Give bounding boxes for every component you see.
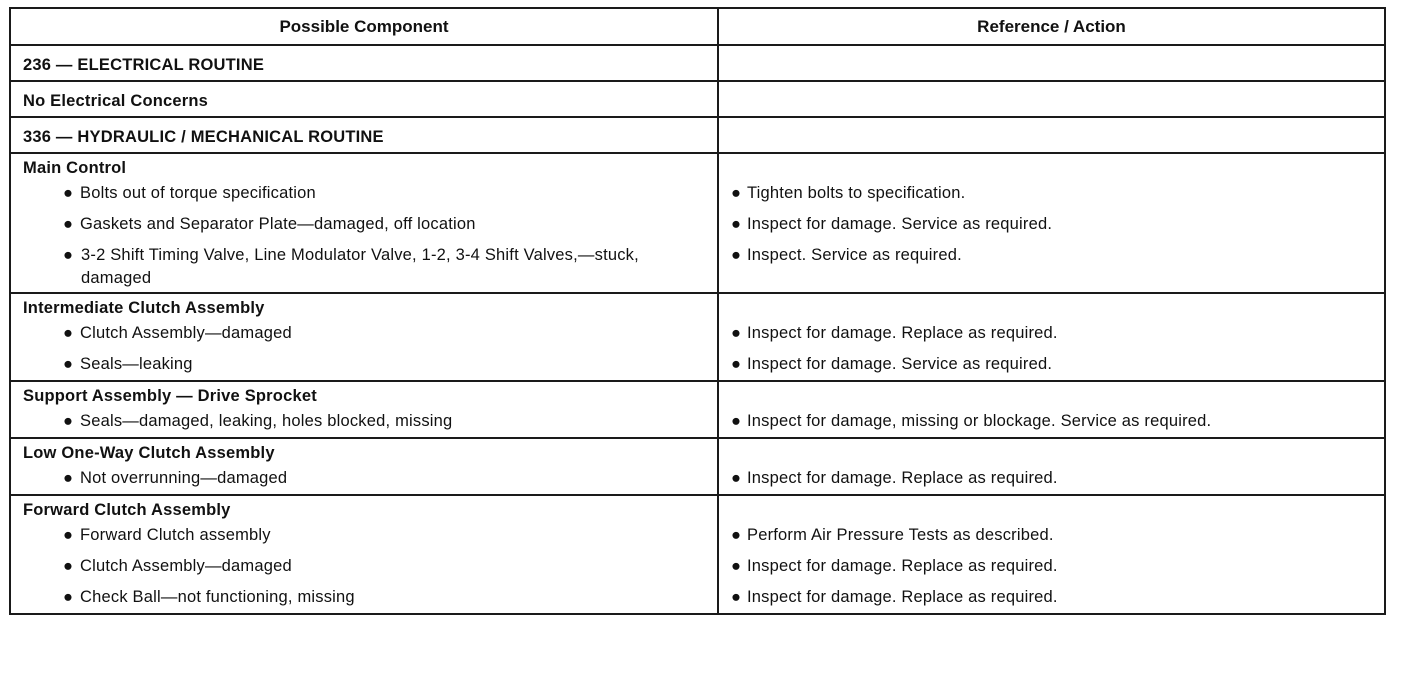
list-item: ● Clutch Assembly—damaged: [11, 318, 717, 349]
list-item: ● Clutch Assembly—damaged: [11, 551, 717, 582]
bullet-icon: ●: [63, 324, 74, 342]
action-item: ● Inspect for damage. Replace as required.: [719, 463, 1384, 494]
bullet-icon: ●: [731, 246, 742, 264]
section-title: Intermediate Clutch Assembly: [23, 299, 265, 317]
action-item: ● Inspect for damage. Service as required.: [719, 209, 1384, 240]
section-row-intermediate-clutch: [10, 293, 1385, 381]
bullet-icon: ●: [731, 324, 742, 342]
action-item: ● Inspect. Service as required.: [719, 240, 1384, 271]
section-title: Low One-Way Clutch Assembly: [23, 444, 275, 462]
bullet-icon: ●: [731, 355, 742, 373]
table-header-row: [10, 8, 1385, 45]
section-row-main-control: [10, 153, 1385, 293]
empty-cell: [718, 81, 1385, 117]
section-title: Forward Clutch Assembly: [23, 501, 231, 519]
list-item: ● Seals—leaking: [11, 349, 717, 380]
action-item: ● Inspect for damage. Replace as required.: [719, 551, 1384, 582]
bullet-icon: ●: [731, 526, 742, 544]
section-title: Support Assembly — Drive Sprocket: [23, 387, 317, 405]
action-item: ● Tighten bolts to specification.: [719, 178, 1384, 209]
empty-cell: [718, 45, 1385, 81]
empty-cell: [718, 117, 1385, 153]
action-item: ● Inspect for damage. Service as required.: [719, 349, 1384, 380]
section-row-low-one-way-clutch: [10, 438, 1385, 495]
routine-row: [10, 45, 1385, 81]
bullet-icon: ●: [731, 557, 742, 575]
routine-electrical: 236 — ELECTRICAL ROUTINE: [23, 56, 265, 74]
action-item: ● Perform Air Pressure Tests as described.: [719, 520, 1384, 551]
routine-row: [10, 117, 1385, 153]
header-reference-action: Reference / Action: [718, 8, 1385, 45]
section-row-support-assembly: [10, 381, 1385, 438]
section-title: Main Control: [23, 159, 127, 177]
bullet-icon: ●: [63, 557, 74, 575]
action-item: ● Inspect for damage. Replace as required.: [719, 582, 1384, 613]
bullet-icon: ●: [63, 469, 74, 487]
list-item: ● Not overrunning—damaged: [11, 463, 717, 494]
list-item: ● Forward Clutch assembly: [11, 520, 717, 551]
bullet-icon: ●: [63, 588, 74, 606]
bullet-icon: ●: [731, 412, 742, 430]
header-possible-component: Possible Component: [10, 8, 718, 45]
routine-row: [10, 81, 1385, 117]
list-item: ● Seals—damaged, leaking, holes blocked, missing: [11, 406, 717, 437]
bullet-icon: ●: [63, 412, 74, 430]
bullet-icon: ●: [63, 526, 74, 544]
diagnosis-table: [9, 7, 1386, 615]
bullet-icon: ●: [731, 469, 742, 487]
section-row-forward-clutch: [10, 495, 1385, 614]
bullet-icon: ●: [63, 246, 74, 264]
list-item: ● 3-2 Shift Timing Valve, Line Modulator Valve, 1-2, 3-4 Shift Valves,—stuck, damaged: [63, 246, 639, 287]
routine-hydraulic-mechanical: 336 — HYDRAULIC / MECHANICAL ROUTINE: [23, 128, 384, 146]
no-electrical-concerns: No Electrical Concerns: [23, 92, 209, 110]
bullet-icon: ●: [63, 355, 74, 373]
list-item: ● Bolts out of torque specification: [11, 178, 717, 209]
bullet-icon: ●: [63, 184, 74, 202]
action-item: ● Inspect for damage. Replace as required.: [719, 318, 1384, 349]
list-item: ● Gaskets and Separator Plate—damaged, off location: [11, 209, 717, 240]
bullet-icon: ●: [731, 215, 742, 233]
action-item: ● Inspect for damage, missing or blockage. Service as required.: [719, 406, 1384, 437]
bullet-icon: ●: [63, 215, 74, 233]
list-item: ● Check Ball—not functioning, missing: [11, 582, 717, 613]
bullet-icon: ●: [731, 588, 742, 606]
bullet-icon: ●: [731, 184, 742, 202]
